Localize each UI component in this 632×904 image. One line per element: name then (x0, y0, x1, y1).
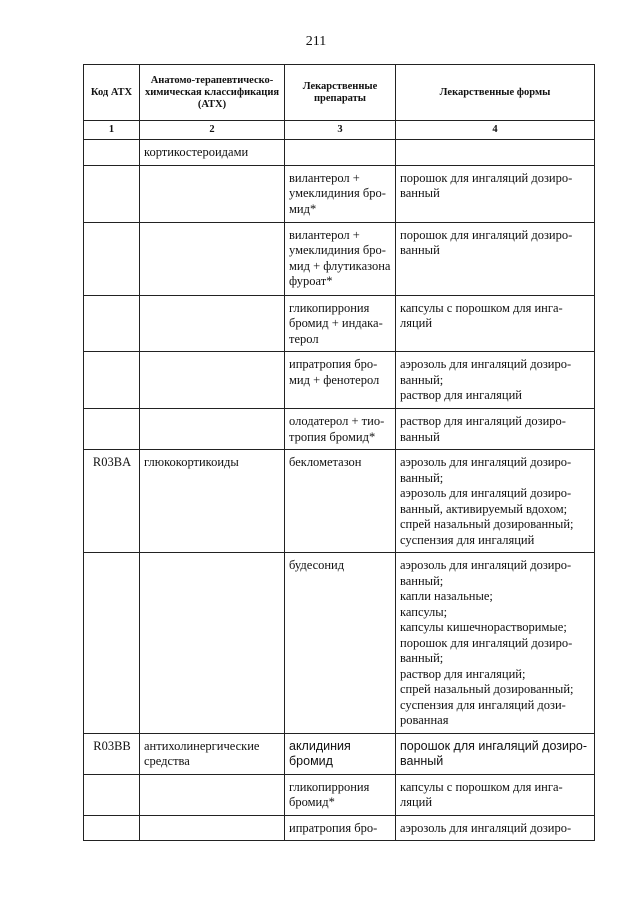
cell-classification: кортикостероидами (140, 140, 285, 166)
column-number: 4 (396, 121, 595, 140)
cell-drug: олодатерол + тио-тропия бромид* (285, 409, 396, 450)
cell-classification: антихолинергические средства (140, 733, 285, 774)
cell-drug: вилантерол + умеклидиния бро-мид* (285, 165, 396, 222)
table-row (84, 222, 595, 295)
cell-code (84, 165, 140, 222)
cell-code (84, 140, 140, 166)
cell-classification (140, 352, 285, 409)
cell-drug: аклидиния бромид (285, 733, 396, 774)
cell-code: R03BB (84, 733, 140, 774)
table-row (84, 295, 595, 352)
cell-forms (396, 140, 595, 166)
cell-drug: гликопиррония бромид + индака-терол (285, 295, 396, 352)
cell-drug: вилантерол + умеклидиния бро-мид + флутиказона фуроат* (285, 222, 396, 295)
cell-classification (140, 165, 285, 222)
cell-forms: порошок для ингаляций дозиро-ванный (396, 222, 595, 295)
table-row (84, 140, 595, 166)
table-row (84, 733, 595, 774)
table-body (84, 140, 595, 841)
cell-code (84, 222, 140, 295)
cell-forms: аэрозоль для ингаляций дозиро-ванный; аэрозоль для ингаляций дозиро-ванный, активируемый вдохом; спрей назальный дозированный; суспензия для ингаляций (396, 450, 595, 553)
cell-drug: будесонид (285, 553, 396, 734)
header-drugs: Лекарственные препараты (285, 65, 396, 121)
cell-forms: порошок для ингаляций дозиро-ванный (396, 733, 595, 774)
page-number: 211 (305, 34, 327, 49)
header-row (84, 65, 595, 121)
cell-drug: ипратропия бро-мид + фенотерол (285, 352, 396, 409)
table-row (84, 352, 595, 409)
cell-forms: капсулы с порошком для инга-ляций (396, 774, 595, 815)
header-classification: Анатомо-терапевтическо-химическая классификация (АТХ) (140, 65, 285, 121)
cell-code (84, 409, 140, 450)
header-forms: Лекарственные формы (396, 65, 595, 121)
cell-classification (140, 295, 285, 352)
cell-drug: беклометазон (285, 450, 396, 553)
cell-code (84, 553, 140, 734)
cell-drug (285, 140, 396, 166)
cell-forms: аэрозоль для ингаляций дозиро- (396, 815, 595, 841)
cell-code: R03BA (84, 450, 140, 553)
table-row (84, 165, 595, 222)
table-row (84, 450, 595, 553)
column-number-row (84, 121, 595, 140)
cell-code (84, 295, 140, 352)
cell-classification: глюкокортикоиды (140, 450, 285, 553)
cell-classification (140, 553, 285, 734)
table-row (84, 774, 595, 815)
cell-code (84, 774, 140, 815)
cell-classification (140, 774, 285, 815)
cell-classification (140, 222, 285, 295)
column-number: 2 (140, 121, 285, 140)
cell-classification (140, 409, 285, 450)
column-number: 1 (84, 121, 140, 140)
cell-forms: аэрозоль для ингаляций дозиро-ванный; раствор для ингаляций (396, 352, 595, 409)
cell-forms: раствор для ингаляций дозиро-ванный (396, 409, 595, 450)
cell-code (84, 815, 140, 841)
cell-code (84, 352, 140, 409)
cell-forms: аэрозоль для ингаляций дозиро-ванный; капли назальные; капсулы; капсулы кишечнорастворимые; порошок для ингаляций дозиро-ванный; раствор для ингаляций; спрей назальный дозированный; суспензия для ингаляций дози-рованная (396, 553, 595, 734)
cell-drug: ипратропия бро- (285, 815, 396, 841)
column-number: 3 (285, 121, 396, 140)
cell-forms: капсулы с порошком для инга-ляций (396, 295, 595, 352)
header-code: Код АТХ (84, 65, 140, 121)
cell-forms: порошок для ингаляций дозиро-ванный (396, 165, 595, 222)
table-row (84, 409, 595, 450)
cell-drug: гликопиррония бромид* (285, 774, 396, 815)
cell-classification (140, 815, 285, 841)
atx-table (83, 64, 595, 841)
table-row (84, 815, 595, 841)
table-row (84, 553, 595, 734)
